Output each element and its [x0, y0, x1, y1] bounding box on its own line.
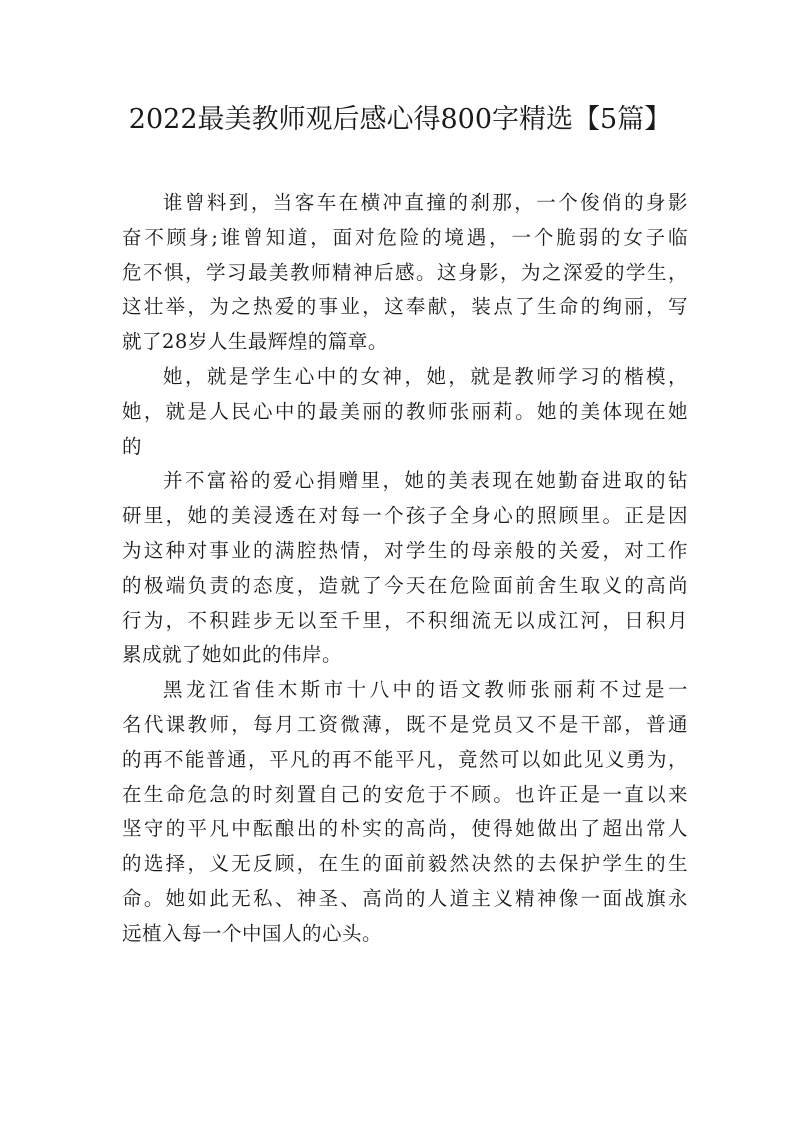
text-line: 奋不顾身;谁曾知道，面对危险的境遇，一个脆弱的女子临 — [122, 225, 688, 249]
document-title: 2022最美教师观后感心得800字精选【5篇】 — [128, 104, 672, 135]
document-body — [122, 186, 688, 952]
paragraph — [122, 464, 688, 673]
text-line: 的极端负责的态度，造就了今天在危险面前舍生取义的高尚 — [122, 573, 688, 597]
text-line: 这壮举，为之热爱的事业，这奉献，装点了生命的绚丽，写 — [122, 295, 688, 319]
text-line: 的 — [122, 434, 143, 458]
text-line: 名代课教师，每月工资微薄，既不是党员又不是干部，普通 — [122, 712, 688, 736]
text-line: 在生命危急的时刻置自己的安危于不顾。也许正是一直以来 — [122, 782, 688, 806]
text-line: 的再不能普通，平凡的再不能平凡，竟然可以如此见义勇为， — [122, 747, 688, 771]
text-line: 就了28岁人生最辉煌的篇章。 — [122, 330, 388, 354]
paragraph — [122, 360, 688, 464]
text-line: 她，就是人民心中的最美丽的教师张丽莉。她的美体现在她 — [122, 399, 688, 423]
text-line: 黑龙江省佳木斯市十八中的语文教师张丽莉不过是一 — [163, 678, 688, 702]
text-line: 并不富裕的爱心捐赠里，她的美表现在她勤奋进取的钻 — [163, 469, 688, 493]
text-line: 研里，她的美浸透在对每一个孩子全身心的照顾里。正是因 — [122, 504, 688, 528]
text-line: 行为，不积跬步无以至千里，不积细流无以成江河，日积月 — [122, 608, 688, 632]
text-line: 为这种对事业的满腔热情，对学生的母亲般的关爱，对工作 — [122, 538, 688, 562]
text-line: 远植入每一个中国人的心头。 — [122, 921, 383, 945]
text-line: 累成就了她如此的伟岸。 — [122, 643, 343, 667]
text-line: 的选择，义无反顾，在生的面前毅然决然的去保护学生的生 — [122, 852, 688, 876]
paragraph — [122, 186, 688, 360]
text-line: 她，就是学生心中的女神，她，就是教师学习的楷模， — [163, 364, 688, 388]
text-line: 命。她如此无私、神圣、高尚的人道主义精神像一面战旗永 — [122, 886, 688, 910]
text-line: 危不惧，学习最美教师精神后感。这身影，为之深爱的学生， — [122, 260, 688, 284]
text-line: 坚守的平凡中酝酿出的朴实的高尚，使得她做出了超出常人 — [122, 817, 688, 841]
paragraph — [122, 673, 688, 951]
text-line: 谁曾料到，当客车在横冲直撞的刹那，一个俊俏的身影 — [163, 191, 688, 214]
